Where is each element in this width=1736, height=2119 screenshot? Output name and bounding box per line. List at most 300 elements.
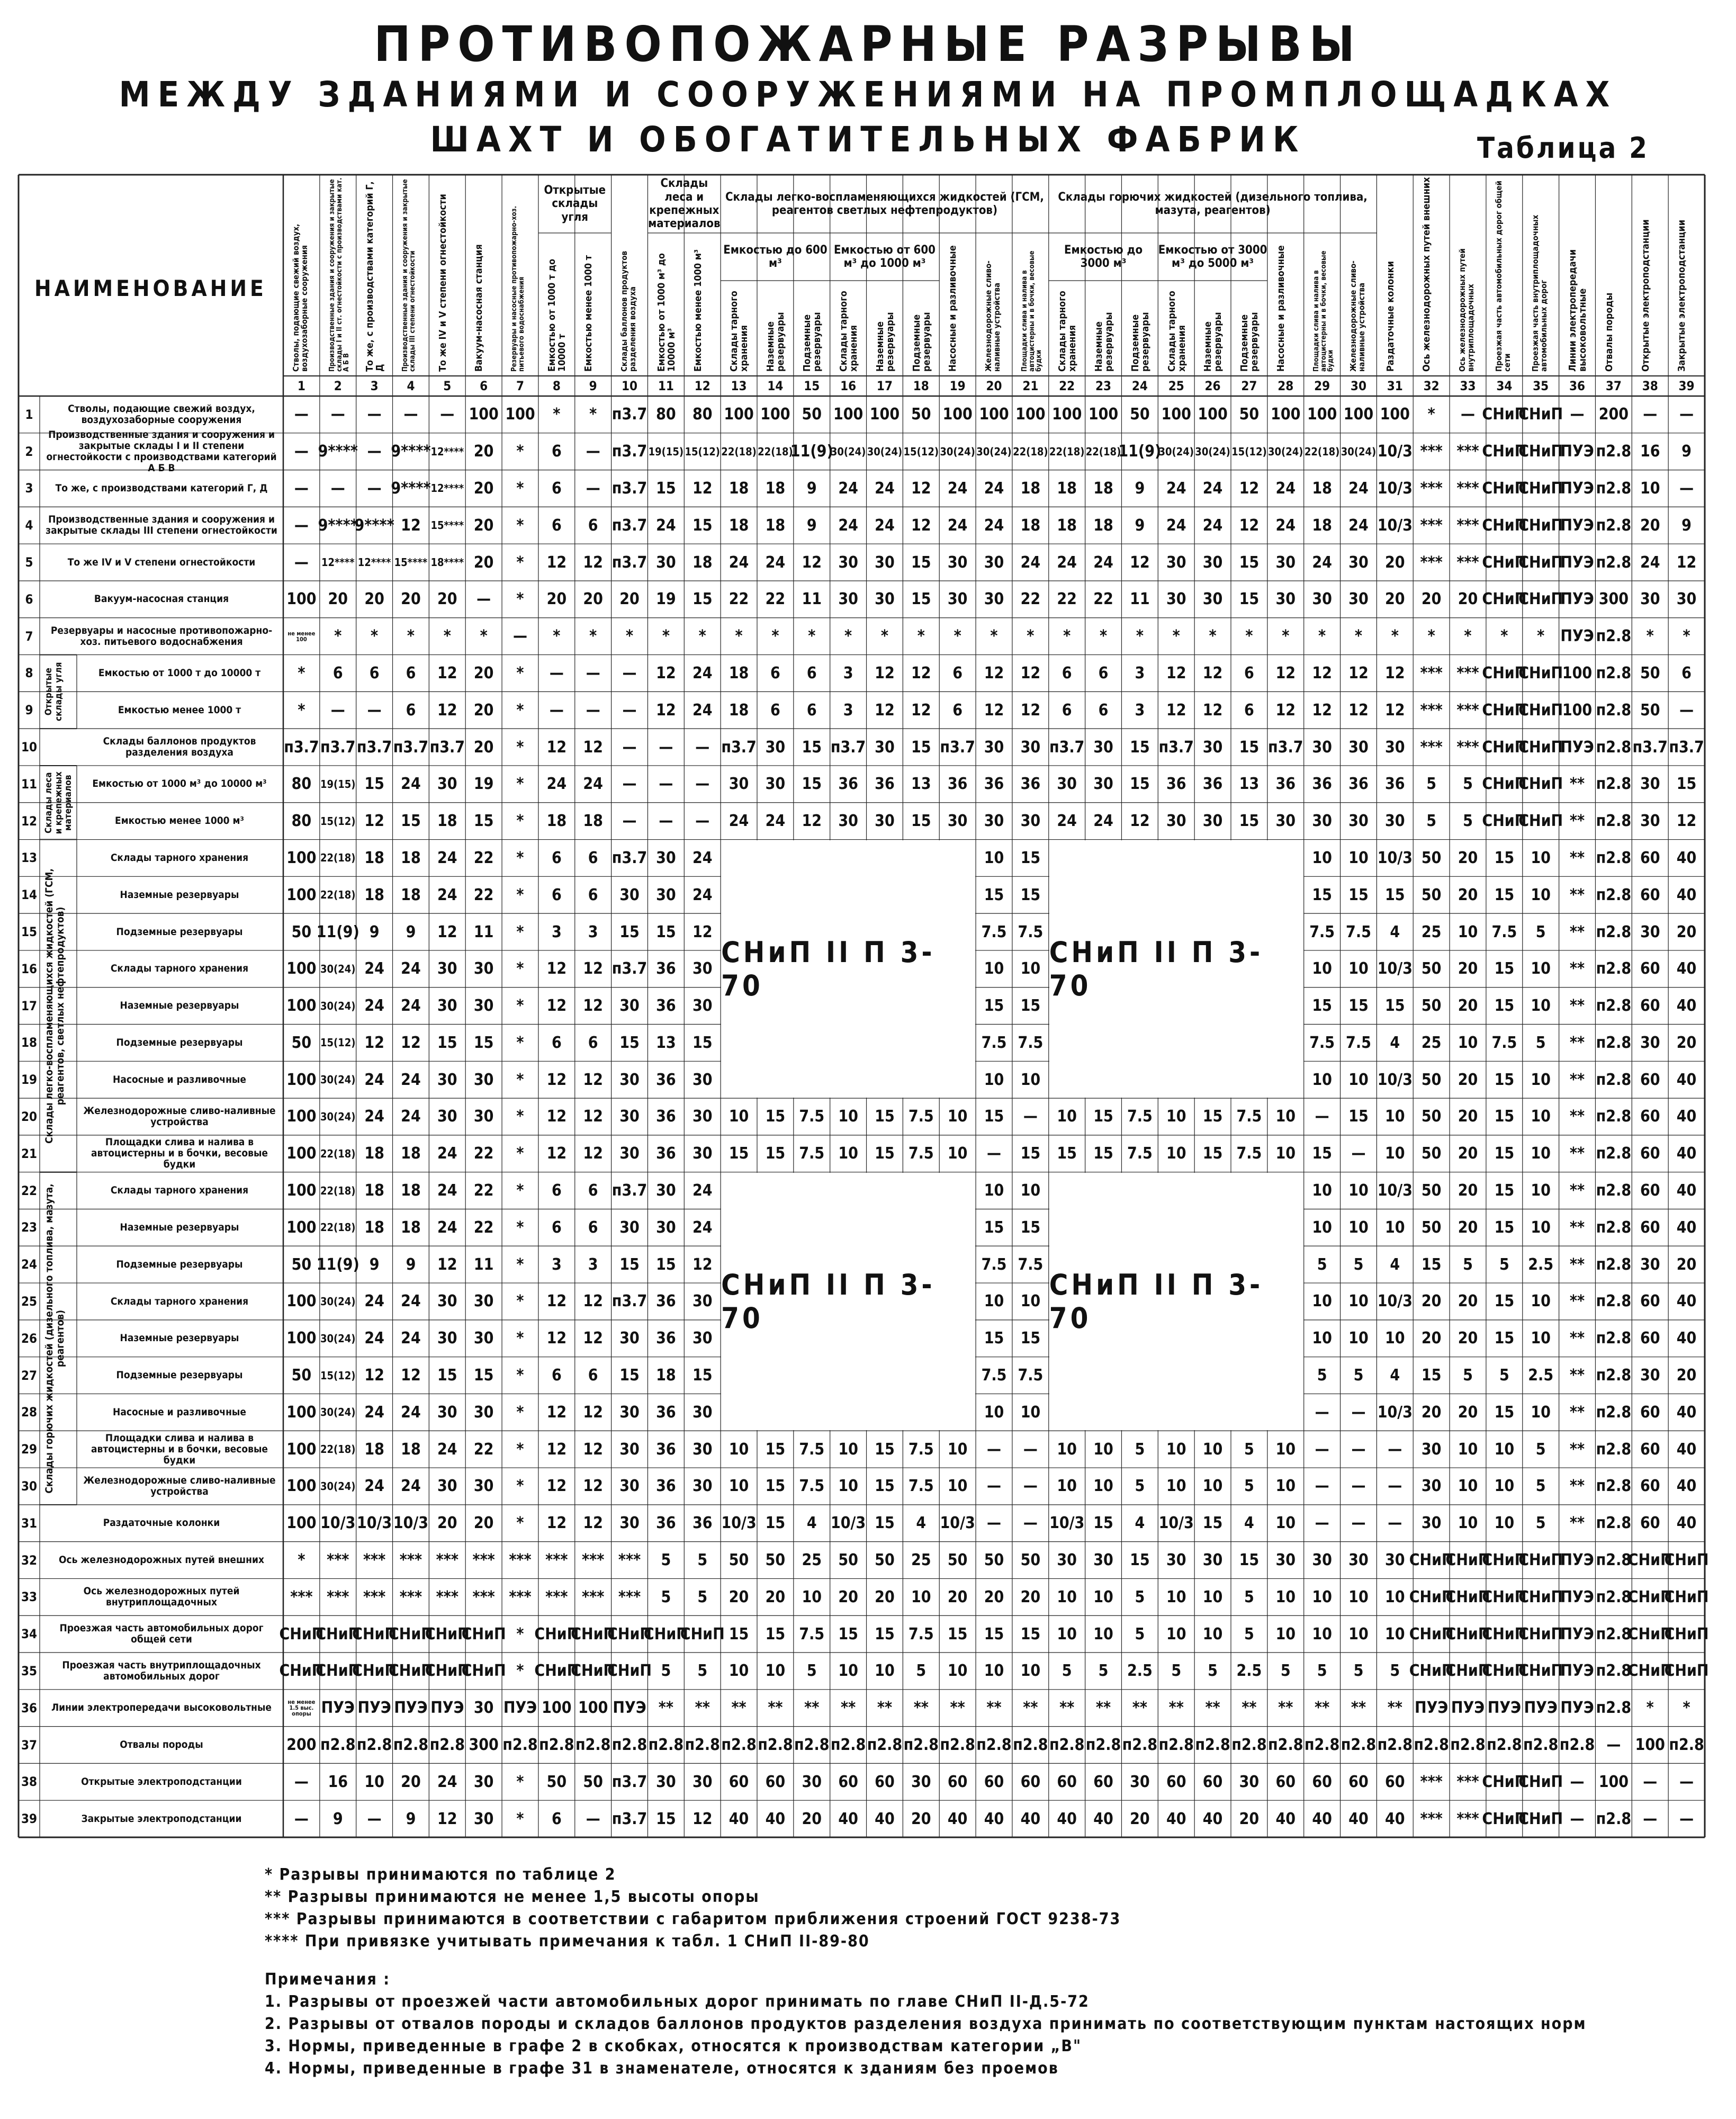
table-cell: СНиП (1518, 405, 1563, 424)
table-cell: 100 (469, 405, 499, 424)
table-cell: 12 (546, 1514, 567, 1533)
table-cell: 30 (437, 1403, 457, 1422)
table-cell: 12 (1166, 663, 1186, 683)
table-cell: *** (618, 1587, 641, 1606)
table-cell: 10 (1020, 959, 1041, 978)
table-cell: 60 (1057, 1772, 1077, 1791)
table-cell: 15 (1130, 1551, 1150, 1570)
table-cell: ПУЭ (430, 1699, 464, 1718)
table-cell: 10/3 (721, 1514, 757, 1533)
row-number: 30 (21, 1478, 38, 1494)
table-cell: 50 (1421, 1181, 1442, 1200)
table-cell: 20 (875, 1587, 895, 1606)
table-cell: 18 (401, 1181, 421, 1200)
table-cell: ** (1351, 1699, 1366, 1718)
table-cell: 30(24) (1158, 445, 1194, 458)
table-cell: 24 (1057, 553, 1077, 572)
table-cell: 30 (692, 1292, 713, 1311)
table-cell: 6 (551, 885, 562, 904)
table-cell: 13 (1239, 775, 1260, 794)
table-cell: 5 (1535, 1033, 1546, 1052)
row-name: Емкостью от 1000 т до 10000 т (98, 667, 261, 679)
table-cell: СНиП (1518, 1587, 1563, 1606)
row-name: Стволы, подающие свежий воздух, воздухозаборные сооружения (68, 403, 255, 426)
table-cell: 30 (437, 996, 457, 1016)
table-cell: п2.8 (429, 1736, 465, 1754)
table-cell: 18 (583, 812, 603, 831)
table-cell: 24 (1312, 553, 1332, 572)
table-cell: 30 (1130, 1772, 1150, 1791)
page-subtitle-2: ШАХТ И ОБОГАТИТЕЛЬНЫХ ФАБРИК (430, 119, 1306, 160)
table-cell: 30 (473, 1699, 494, 1718)
table-cell: 100 (724, 405, 754, 424)
table-cell: 30 (1385, 812, 1405, 831)
table-cell: 100 (1562, 663, 1593, 683)
table-cell: 30 (1057, 1551, 1077, 1570)
table-cell: 24 (1348, 479, 1369, 498)
table-cell: 30 (619, 1477, 640, 1496)
table-cell: 12 (692, 1255, 713, 1274)
row-name: Насосные и разливочные (113, 1073, 246, 1085)
table-cell: 12 (1385, 701, 1405, 720)
table-cell: 18 (1312, 516, 1332, 535)
table-cell: 6 (551, 479, 562, 498)
table-cell: 36 (838, 775, 858, 794)
table-cell: п2.8 (1596, 1403, 1632, 1422)
table-cell: 10 (802, 1587, 822, 1606)
table-cell: 18 (401, 1144, 421, 1163)
table-cell: * (516, 922, 524, 941)
table-cell: 30 (656, 848, 676, 867)
table-cell: 30 (984, 590, 1004, 609)
table-cell: 40 (875, 1809, 895, 1828)
table-cell: п2.8 (1341, 1736, 1377, 1754)
column-number: 1 (297, 379, 305, 393)
table-cell: 36 (656, 1070, 676, 1089)
table-cell: 24 (984, 479, 1004, 498)
table-cell: 6 (588, 848, 598, 867)
table-cell: 7.5 (908, 1440, 934, 1459)
table-cell: 20 (1239, 1809, 1260, 1828)
table-cell: 12 (1676, 812, 1697, 831)
table-cell: 20 (1020, 1587, 1041, 1606)
table-cell: 36 (692, 1514, 713, 1533)
table-cell: 6 (770, 663, 780, 683)
table-cell: 6 (551, 1366, 562, 1385)
table-cell: 10 (1348, 1624, 1369, 1644)
table-cell: п2.8 (1596, 959, 1632, 978)
row-name: Подземные резервуары (116, 1369, 243, 1381)
table-cell: п2.8 (648, 1736, 684, 1754)
table-cell: 30 (1202, 1551, 1223, 1570)
table-cell: 30 (619, 996, 640, 1016)
table-cell: п2.8 (1596, 1624, 1632, 1644)
table-cell: 60 (1312, 1772, 1332, 1791)
table-cell: — (1351, 1144, 1366, 1163)
table-cell: п3.7 (611, 959, 647, 978)
table-cell: п2.8 (1231, 1736, 1267, 1754)
table-cell: СНиП (1518, 1662, 1563, 1681)
row-name: Площадки слива и налива в автоцистерны и в бочки, весовые будки (91, 1136, 268, 1171)
row-number: 8 (25, 666, 33, 681)
table-cell: 15 (1421, 1255, 1442, 1274)
table-cell: 6 (551, 1218, 562, 1237)
table-cell: 30 (437, 1292, 457, 1311)
table-cell: п2.8 (1596, 1440, 1632, 1459)
table-cell: 40 (1676, 1107, 1697, 1126)
table-cell: 22 (473, 1440, 494, 1459)
row-name: Линии электропередачи высоковольтные (51, 1702, 272, 1714)
table-cell: — (1679, 479, 1694, 498)
table-cell: 20 (364, 590, 384, 609)
table-cell: 30 (619, 885, 640, 904)
table-cell: 6 (952, 701, 963, 720)
table-cell: 12 (583, 959, 603, 978)
column-header-10: Склады баллонов продуктов разделения воздуха (619, 250, 637, 372)
table-cell: п3.7 (611, 553, 647, 572)
row-number: 20 (21, 1109, 38, 1124)
table-cell: 100 (869, 405, 900, 424)
table-cell: — (1351, 1514, 1366, 1533)
table-cell: 6 (551, 442, 562, 461)
table-cell: — (1351, 1403, 1366, 1422)
header-group-gzh: Склады горючих жидкостей (дизельного топлива, мазута, реагентов) (1058, 190, 1368, 217)
table-cell: 7.5 (1236, 1144, 1262, 1163)
table-cell: 18 (364, 885, 384, 904)
table-cell: — (622, 775, 637, 794)
table-cell: 20 (1421, 1292, 1442, 1311)
table-cell: 12 (364, 1366, 384, 1385)
table-cell: 5 (1317, 1366, 1327, 1385)
table-cell: *** (582, 1551, 605, 1570)
table-cell: 5 (1244, 1477, 1254, 1496)
table-cell: ** (695, 1699, 710, 1718)
table-cell: * (1683, 1699, 1690, 1718)
table-cell: 24 (437, 885, 457, 904)
table-cell: СНиП (389, 1624, 433, 1644)
table-cell: ** (1569, 1477, 1585, 1496)
table-cell: СНиП (1627, 1551, 1672, 1570)
table-cell: 100 (286, 996, 317, 1016)
table-cell: 11(9) (316, 1255, 359, 1274)
table-cell: 20 (1458, 1144, 1478, 1163)
table-cell: ** (1569, 1255, 1585, 1274)
table-cell: п2.8 (1487, 1736, 1522, 1754)
table-cell: 30 (1166, 1551, 1186, 1570)
table-cell: *** (618, 1551, 641, 1570)
table-cell: *** (545, 1551, 568, 1570)
table-cell: ** (658, 1699, 673, 1718)
table-cell: 10 (838, 1477, 858, 1496)
table-cell: 12 (1275, 701, 1296, 720)
table-cell: 5 (1463, 775, 1473, 794)
table-cell: 50 (291, 1366, 312, 1385)
table-cell: 10 (1275, 1624, 1296, 1644)
table-cell: п2.8 (1377, 1736, 1413, 1754)
table-cell: 20 (437, 590, 457, 609)
table-cell: п2.8 (1596, 1033, 1632, 1052)
table-cell: 10 (1275, 1477, 1296, 1496)
table-cell: ** (1132, 1699, 1147, 1718)
table-cell: не менее 100 (287, 630, 316, 643)
table-cell: — (1643, 1772, 1658, 1791)
table-cell: 6 (588, 885, 598, 904)
row-number: 12 (21, 813, 38, 829)
table-cell: 25 (802, 1551, 822, 1570)
table-cell: 15 (765, 1440, 786, 1459)
table-cell: * (844, 627, 852, 646)
table-cell: СНиП (1482, 1587, 1527, 1606)
table-cell: 10 (728, 1107, 749, 1126)
table-cell: 15 (1312, 1144, 1332, 1163)
table-cell: СНиП (1482, 1551, 1527, 1570)
row-number: 29 (21, 1442, 38, 1457)
table-cell: п2.8 (940, 1736, 975, 1754)
column-header-39: Закрытые электроподстанции (1676, 219, 1688, 372)
table-cell: * (516, 1772, 524, 1791)
row-number: 36 (21, 1700, 38, 1716)
table-cell: * (1683, 627, 1690, 646)
table-cell: * (516, 812, 524, 831)
table-cell: 30 (473, 1292, 494, 1311)
table-cell: 10 (1531, 1070, 1551, 1089)
table-cell: 20 (583, 590, 603, 609)
table-cell: 60 (728, 1772, 749, 1791)
table-cell: 10 (1093, 1624, 1113, 1644)
table-cell: 36 (656, 1329, 676, 1348)
row-number: 33 (21, 1590, 38, 1605)
table-cell: 7.5 (1346, 922, 1371, 941)
table-cell: 30 (947, 590, 968, 609)
table-cell: 30(24) (320, 1479, 356, 1493)
table-cell: * (1318, 627, 1326, 646)
table-cell: * (625, 627, 634, 646)
table-cell: ** (1569, 812, 1585, 831)
header-subgroup-lvzh_b: Емкостью от 600 м³ до 1000 м³ (834, 243, 936, 270)
table-cell: — (986, 1144, 1001, 1163)
table-cell: — (986, 1514, 1001, 1533)
table-cell: * (1172, 627, 1180, 646)
table-cell: 40 (947, 1809, 968, 1828)
column-number: 7 (516, 379, 524, 393)
table-cell: 50 (875, 1551, 895, 1570)
table-cell: 5 (1353, 1662, 1364, 1681)
table-cell: 11 (473, 1255, 494, 1274)
table-cell: *** (327, 1551, 349, 1570)
table-cell: 30 (619, 1218, 640, 1237)
table-cell: *** (399, 1587, 422, 1606)
row-name: Ось железнодорожных путей внешних (59, 1554, 264, 1566)
table-cell: 10 (1166, 1587, 1186, 1606)
table-cell: 10 (1202, 1624, 1223, 1644)
table-cell: 7.5 (799, 1624, 825, 1644)
table-cell: 15**** (394, 556, 428, 569)
table-cell: 24 (692, 1181, 713, 1200)
table-cell: п2.8 (1596, 775, 1632, 794)
column-header-5: То же IV и V степени огнестойкости (437, 194, 448, 372)
table-cell: п2.8 (502, 1736, 538, 1754)
column-number: 14 (767, 379, 784, 393)
table-cell: ПУЭ (1560, 1551, 1594, 1570)
table-cell: 7.5 (981, 922, 1007, 941)
table-cell: 15 (1494, 1403, 1515, 1422)
column-header-24: Подземные резервуары (1129, 312, 1151, 372)
row-name: Емкостью от 1000 м³ до 10000 м³ (92, 778, 267, 790)
table-cell: 7.5 (981, 1366, 1007, 1385)
row-number: 26 (21, 1331, 38, 1346)
table-cell: 15 (473, 1366, 494, 1385)
table-cell: п3.7 (393, 738, 429, 757)
table-cell: * (371, 627, 379, 646)
table-cell: 60 (1640, 1144, 1660, 1163)
table-cell: 10 (1531, 1107, 1551, 1126)
table-cell: 15 (765, 1107, 786, 1126)
table-cell: 30 (728, 775, 749, 794)
table-cell: 15 (1020, 848, 1041, 867)
table-cell: 18 (401, 1440, 421, 1459)
table-cell: — (440, 405, 455, 424)
table-cell: 24 (692, 848, 713, 867)
table-cell: 6 (770, 701, 780, 720)
table-cell: 15 (473, 812, 494, 831)
table-cell: 30 (619, 1403, 640, 1422)
table-cell: 20 (984, 1587, 1004, 1606)
table-cell: — (586, 663, 600, 683)
table-cell: 9 (369, 922, 380, 941)
table-cell: 12 (1130, 812, 1150, 831)
table-cell: 40 (1676, 1403, 1697, 1422)
table-cell: ** (1242, 1699, 1257, 1718)
table-cell: 30 (619, 1107, 640, 1126)
table-cell: 24 (401, 1403, 421, 1422)
table-cell: СНиП (1409, 1662, 1454, 1681)
table-cell: 15 (838, 1624, 858, 1644)
table-cell: ПУЭ (1560, 479, 1594, 498)
table-cell: 15 (1348, 996, 1369, 1016)
table-cell: 30 (1202, 738, 1223, 757)
table-cell: 24 (875, 479, 895, 498)
table-cell: 50 (1640, 701, 1660, 720)
table-cell: *** (1420, 442, 1443, 461)
table-cell: 10 (1385, 1624, 1405, 1644)
table-cell: 30 (656, 1218, 676, 1237)
table-cell: ** (804, 1699, 820, 1718)
table-cell: 10 (1385, 1329, 1405, 1348)
table-cell: 19(15) (320, 777, 356, 791)
table-cell: 15 (692, 1033, 713, 1052)
table-cell: 4 (916, 1514, 927, 1533)
table-cell: 15 (1239, 553, 1260, 572)
table-cell: 15 (911, 590, 931, 609)
table-cell: 7.5 (1236, 1107, 1262, 1126)
table-cell: * (516, 738, 524, 757)
table-cell: 30 (692, 959, 713, 978)
table-cell: 10 (1202, 1587, 1223, 1606)
table-cell: п2.8 (1268, 1736, 1303, 1754)
table-cell: 7.5 (799, 1440, 825, 1459)
table-cell: 9 (806, 479, 817, 498)
table-cell: 12 (692, 1809, 713, 1828)
table-cell: 30 (1166, 812, 1186, 831)
table-cell: 20 (1458, 996, 1478, 1016)
table-cell: п2.8 (1596, 1366, 1632, 1385)
table-cell: 5 (1244, 1587, 1254, 1606)
table-cell: ** (1168, 1699, 1184, 1718)
column-header-14: Наземные резервуары (765, 312, 787, 372)
column-header-32: Ось железнодорожных путей внешних (1421, 177, 1433, 372)
table-cell: СНиП (1445, 1662, 1490, 1681)
table-cell: — (1351, 1440, 1366, 1459)
table-cell: 36 (1312, 775, 1332, 794)
table-cell: 7.5 (1018, 922, 1044, 941)
table-cell: 10 (1531, 885, 1551, 904)
table-cell: 6 (1098, 701, 1109, 720)
table-cell: 100 (505, 405, 535, 424)
table-cell: 24 (364, 1070, 384, 1089)
table-cell: 10 (984, 1662, 1004, 1681)
column-number: 10 (622, 379, 638, 393)
table-cell: 20 (473, 479, 494, 498)
column-number: 38 (1642, 379, 1658, 393)
table-cell: 5 (1535, 1514, 1546, 1533)
table-cell: 12 (1166, 701, 1186, 720)
table-cell: 15 (1020, 996, 1041, 1016)
table-cell: — (403, 405, 418, 424)
table-cell: ПУЭ (1560, 627, 1594, 646)
table-cell: 50 (291, 1033, 312, 1052)
column-header-4: Производственные здания и сооружения и закрытые склады III степени огнестойкости (401, 179, 417, 372)
table-cell: 100 (1598, 1772, 1629, 1791)
table-cell: 9 (1135, 479, 1145, 498)
table-cell: 13 (911, 775, 931, 794)
table-cell: 100 (1380, 405, 1410, 424)
table-cell: 50 (947, 1551, 968, 1570)
row-number: 9 (25, 703, 33, 718)
table-cell: 24 (364, 1107, 384, 1126)
table-cell: 10 (984, 1181, 1004, 1200)
table-cell: 7.5 (1491, 1033, 1517, 1052)
remark-line: 1. Разрывы от проезжей части автомобильных дорог принимать по главе СНиП II-Д.5-72 (265, 1992, 1090, 2011)
table-cell: п2.8 (1049, 1736, 1085, 1754)
table-cell: 30 (875, 590, 895, 609)
table-cell: 12 (546, 996, 567, 1016)
table-cell: 4 (1135, 1514, 1145, 1533)
table-cell: 3 (843, 701, 853, 720)
table-cell: п2.8 (976, 1736, 1012, 1754)
table-cell: 10/3 (1377, 1292, 1413, 1311)
table-cell: 24 (401, 775, 421, 794)
table-cell: 30(24) (320, 1073, 356, 1087)
table-cell: 100 (286, 1107, 317, 1126)
table-cell: * (516, 1477, 524, 1496)
table-cell: 30 (1640, 590, 1660, 609)
table-cell: 15 (802, 775, 822, 794)
table-cell: п3.7 (611, 1181, 647, 1200)
table-cell: * (589, 627, 597, 646)
table-cell: 7.5 (1127, 1107, 1153, 1126)
table-cell: 20 (1421, 1329, 1442, 1348)
table-cell: — (294, 1772, 309, 1791)
table-cell: 24 (1275, 516, 1296, 535)
table-cell: *** (363, 1587, 386, 1606)
table-cell: 24 (1202, 516, 1223, 535)
table-cell: 6 (551, 1181, 562, 1200)
table-cell: п2.8 (1158, 1736, 1194, 1754)
table-cell: 30(24) (1195, 445, 1230, 458)
table-cell: 50 (984, 1551, 1004, 1570)
table-cell: 24 (364, 1292, 384, 1311)
table-cell: п2.8 (758, 1736, 793, 1754)
